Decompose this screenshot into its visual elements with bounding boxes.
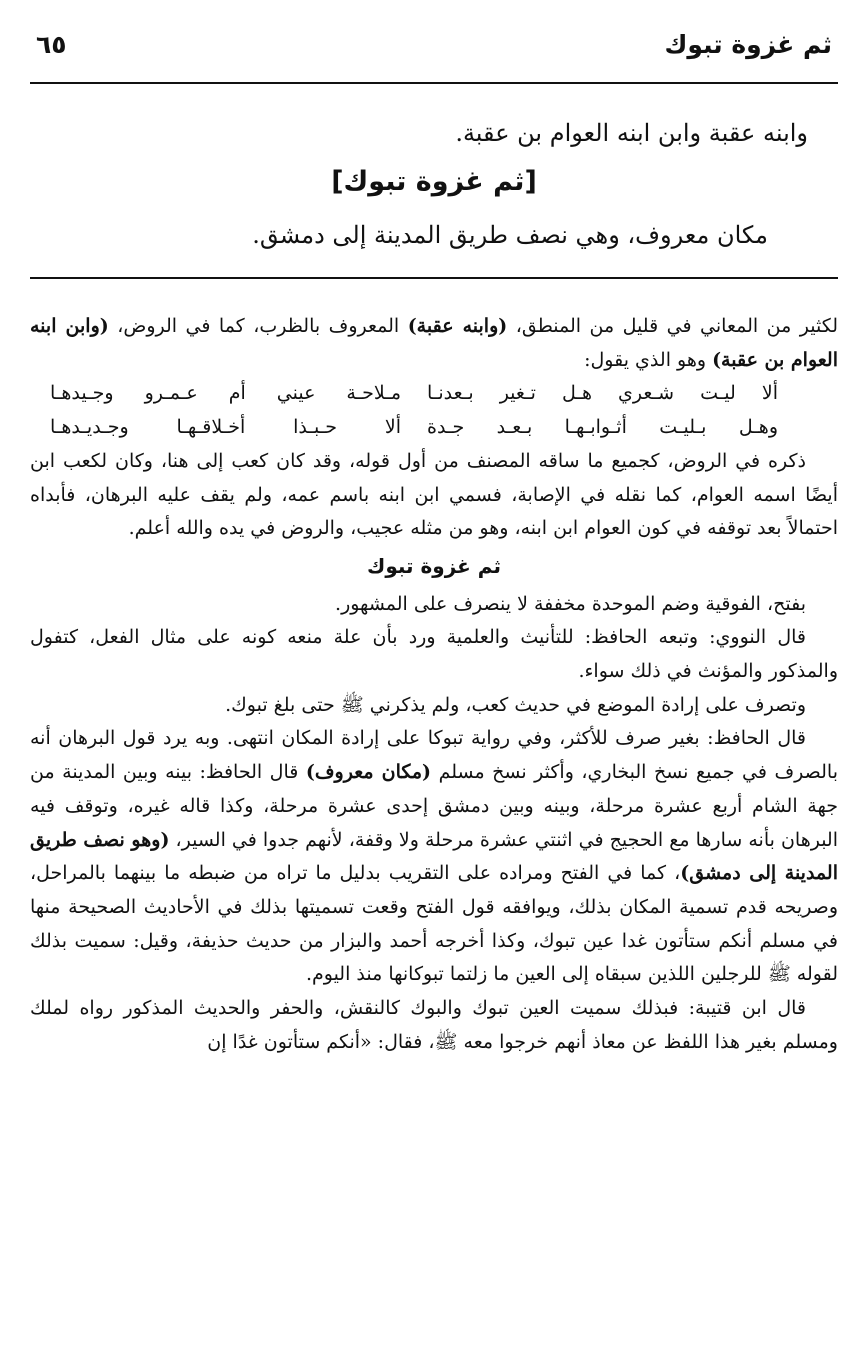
quoted-matn: (وهو نصف طريق المدينة إلى دمشق): [30, 828, 838, 885]
commentary-paragraph-1: [30, 310, 838, 377]
commentary-text: المعروف بالظرب، كما في الروض،: [108, 315, 408, 337]
commentary-text: قال الحافظ: بينه وبين المدينة من جهة الشام أربع عشرة مرحلة، وبينه وبين دمشق إحدى عشرة مرحلة، وكذا قاله غيره، وتوقف فيه البرهان بأنه سارها مع الحجيج في اثنتي عشرة مرحلة ولا وقفة، لأنهم جدوا في السير،: [30, 761, 838, 851]
commentary-text: قال الحافظ: بغير صرف للأكثر، وفي رواية تبوكا على إرادة المكان انتهى. وبه يرد قول البرهان أنه بالصرف في جميع نسخ البخاري، وأكثر نسخ مسلم: [30, 727, 838, 784]
commentary-subheading: ثم غزوة تبوك: [366, 553, 501, 578]
matn-line-2: مكان معروف، وهي نصف طريق المدينة إلى دمشق.: [252, 221, 768, 249]
commentary-paragraph-6: [30, 722, 838, 992]
commentary-text: لكثير من المعاني في قليل من المنطق،: [507, 315, 838, 337]
commentary-paragraph-7: قال ابن قتيبة: فبذلك سميت العين تبوك والبوك كالنقش، والحفر والحديث المذكور رواه لملك ومسلم بغير هذا اللفظ عن معاذ أنهم خرجوا معه ﷺ، فقال: «أنكم ستأتون غدًا إن: [30, 997, 838, 1053]
commentary-paragraph-2: ذكره في الروض، كجميع ما ساقه المصنف من أول قوله، وقد كان كعب إلى هنا، وكان لكعب ابن أيضًا اسمه العوام، كما نقله في الإصابة، فسمي ابن ابنه باسم عمه، ولم يقف عليه البرهان، فأبداه احتمالاً بعد توقفه في كون العوام ابن ابنه، وهو من مثله عجيب، والروض في يده والله أعلم.: [30, 449, 838, 540]
commentary-paragraph-4: قال النووي: وتبعه الحافظ: للتأنيث والعلمية ورد بأن علة منعه كونه على مثال الفعل، كتفول والمذكور والمؤنث في ذلك سواء.: [30, 626, 838, 683]
page-number: ٦٥: [36, 30, 67, 59]
commentary-body: [30, 310, 838, 1059]
quoted-matn: (مكان معروف): [305, 761, 432, 784]
commentary-paragraph-3: بفتح، الفوقية وضم الموحدة مخففة لا ينصرف على المشهور.: [335, 592, 806, 615]
verse-second-hemistich: مـلاحـة عيني أم عـمـرو وجـيدهـا: [50, 382, 401, 405]
matn-section-heading: [ثم غزوة تبوك]: [331, 166, 537, 197]
running-head: [36, 22, 832, 68]
commentary-text: وهو الذي يقول:: [584, 348, 713, 371]
commentary-paragraph-5: وتصرف على إرادة الموضع في حديث كعب، ولم يذكرني ﷺ حتى بلغ تبوك.: [225, 693, 806, 716]
verse-first-hemistich: وهـل بـليـت أثـوابـهـا بـعـد جـدة: [427, 416, 778, 439]
verse-second-hemistich: ألا حـبـذا أخـلاقـهـا وجـديـدهـا: [50, 416, 401, 439]
poetry-verse-2: [30, 411, 838, 445]
verse-first-hemistich: ألا ليـت شـعري هـل تـغير بـعدنـا: [427, 382, 778, 405]
matn-sharh-divider: [30, 277, 838, 279]
poetry-verse-1: [30, 377, 838, 411]
header-rule: [30, 82, 838, 84]
quoted-matn: (وابن ابنه العوام بن عقبة): [30, 315, 838, 371]
commentary-text: ، كما في الفتح ومراده على التقريب بدليل ما تراه من ضبطه ما بينهما بالمراحل، وصريحه قدم تسمية المكان بذلك، ويوافقه قول الفتح وقعت تسميتها بذلك في الأحاديث الصحيحة منها في مسلم أنكم ستأتون غدا عين تبوك، وكذا أخرجه أحمد والبزار من حديث حذيفة، وقيل: سميت بذلك لقوله ﷺ للرجلين اللذين سبقاه إلى العين ما زلتما تبوكانها منذ اليوم.: [30, 862, 838, 986]
quoted-matn: (وابنه عقبة): [407, 315, 508, 337]
running-head-title: ثم غزوة تبوك: [664, 30, 832, 59]
matn-line-1: وابنه عقبة وابن ابنه العوام بن عقبة.: [455, 119, 808, 147]
